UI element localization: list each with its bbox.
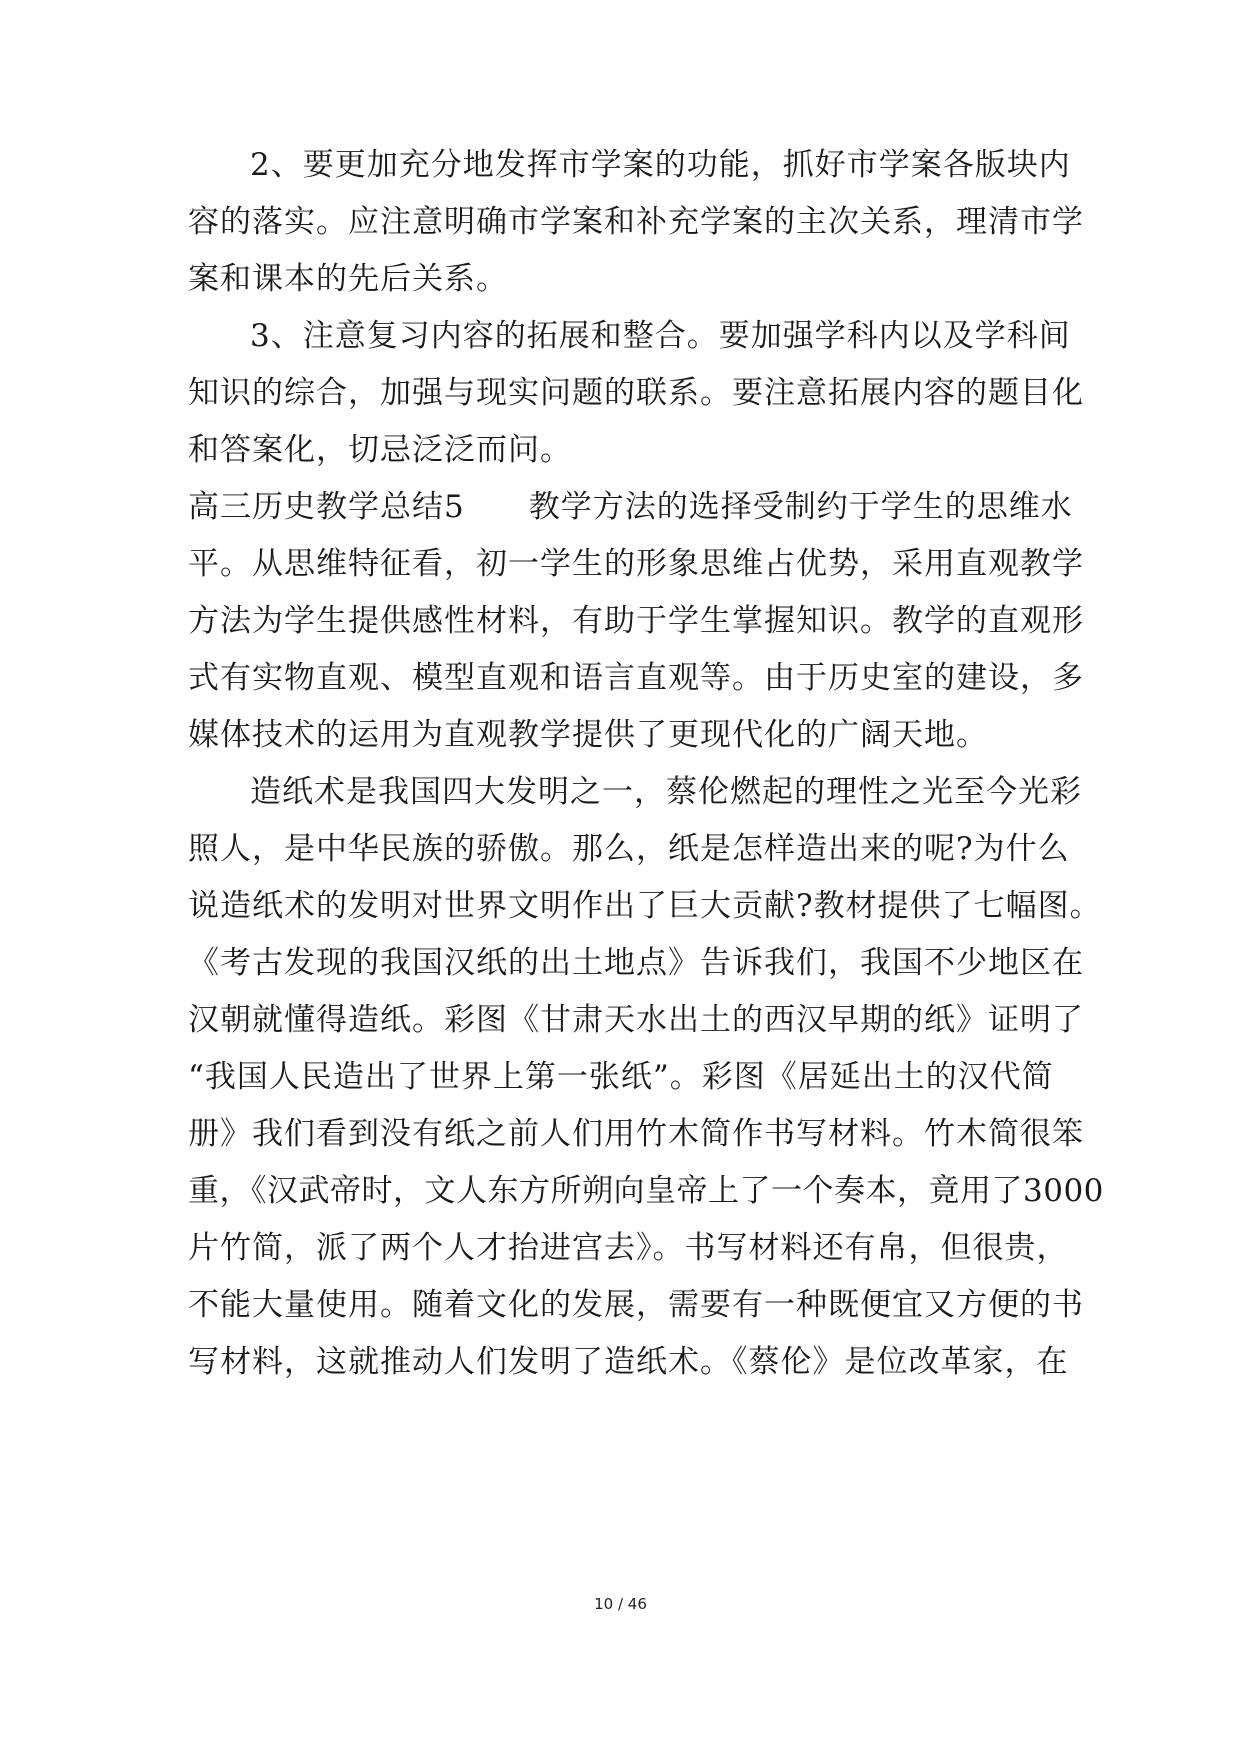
text-line: 片竹简，派了两个人才抬进宫去》。书写材料还有帛，但很贵，: [188, 1230, 1069, 1266]
text-line: 知识的综合，加强与现实问题的联系。要注意拓展内容的题目化: [188, 375, 1084, 411]
text-line: 3、注意复习内容的拓展和整合。要加强学科内以及学科间: [250, 318, 1071, 354]
text-line: 写材料，这就推动人们发明了造纸术。《蔡伦》是位改革家，在: [188, 1344, 1069, 1380]
text-line: 式有实物直观、模型直观和语言直观等。由于历史室的建设，多: [188, 660, 1084, 696]
text-line: 照人，是中华民族的骄傲。那么，纸是怎样造出来的呢?为什么: [188, 831, 1070, 867]
text-line: 2、要更加充分地发挥市学案的功能，抓好市学案各版块内: [250, 147, 1071, 183]
text-line: 平。从思维特征看，初一学生的形象思维占优势，采用直观教学: [188, 546, 1084, 582]
text-line: 《考古发现的我国汉纸的出土地点》告诉我们，我国不少地区在: [188, 945, 1084, 981]
text-line: 造纸术是我国四大发明之一，蔡伦燃起的理性之光至今光彩: [250, 774, 1082, 810]
text-line: 册》我们看到没有纸之前人们用竹木简作书写材料。竹木简很笨: [188, 1116, 1084, 1152]
page-number: 10 / 46: [594, 1595, 647, 1613]
text-line: 和答案化，切忌泛泛而问。: [188, 432, 572, 468]
text-line: 汉朝就懂得造纸。彩图《甘肃天水出土的西汉早期的纸》证明了: [188, 1002, 1084, 1038]
section-heading-line: 高三历史教学总结5 教学方法的选择受制约于学生的思维水: [188, 489, 1073, 525]
text-line: 不能大量使用。随着文化的发展，需要有一种既便宜又方便的书: [188, 1287, 1084, 1323]
text-line: 容的落实。应注意明确市学案和补充学案的主次关系，理清市学: [188, 204, 1084, 240]
text-line: 方法为学生提供感性材料，有助于学生掌握知识。教学的直观形: [188, 603, 1084, 639]
text-line: 重，《汉武帝时，文人东方所朔向皇帝上了一个奏本，竟用了3000: [188, 1173, 1104, 1209]
text-line: 说造纸术的发明对世界文明作出了巨大贡献?教材提供了七幅图。: [188, 888, 1102, 924]
text-line: “我国人民造出了世界上第一张纸”。彩图《居延出土的汉代简: [188, 1059, 1054, 1095]
text-line: 案和课本的先后关系。: [188, 261, 508, 297]
text-line: 媒体技术的运用为直观教学提供了更现代化的广阔天地。: [188, 717, 988, 753]
